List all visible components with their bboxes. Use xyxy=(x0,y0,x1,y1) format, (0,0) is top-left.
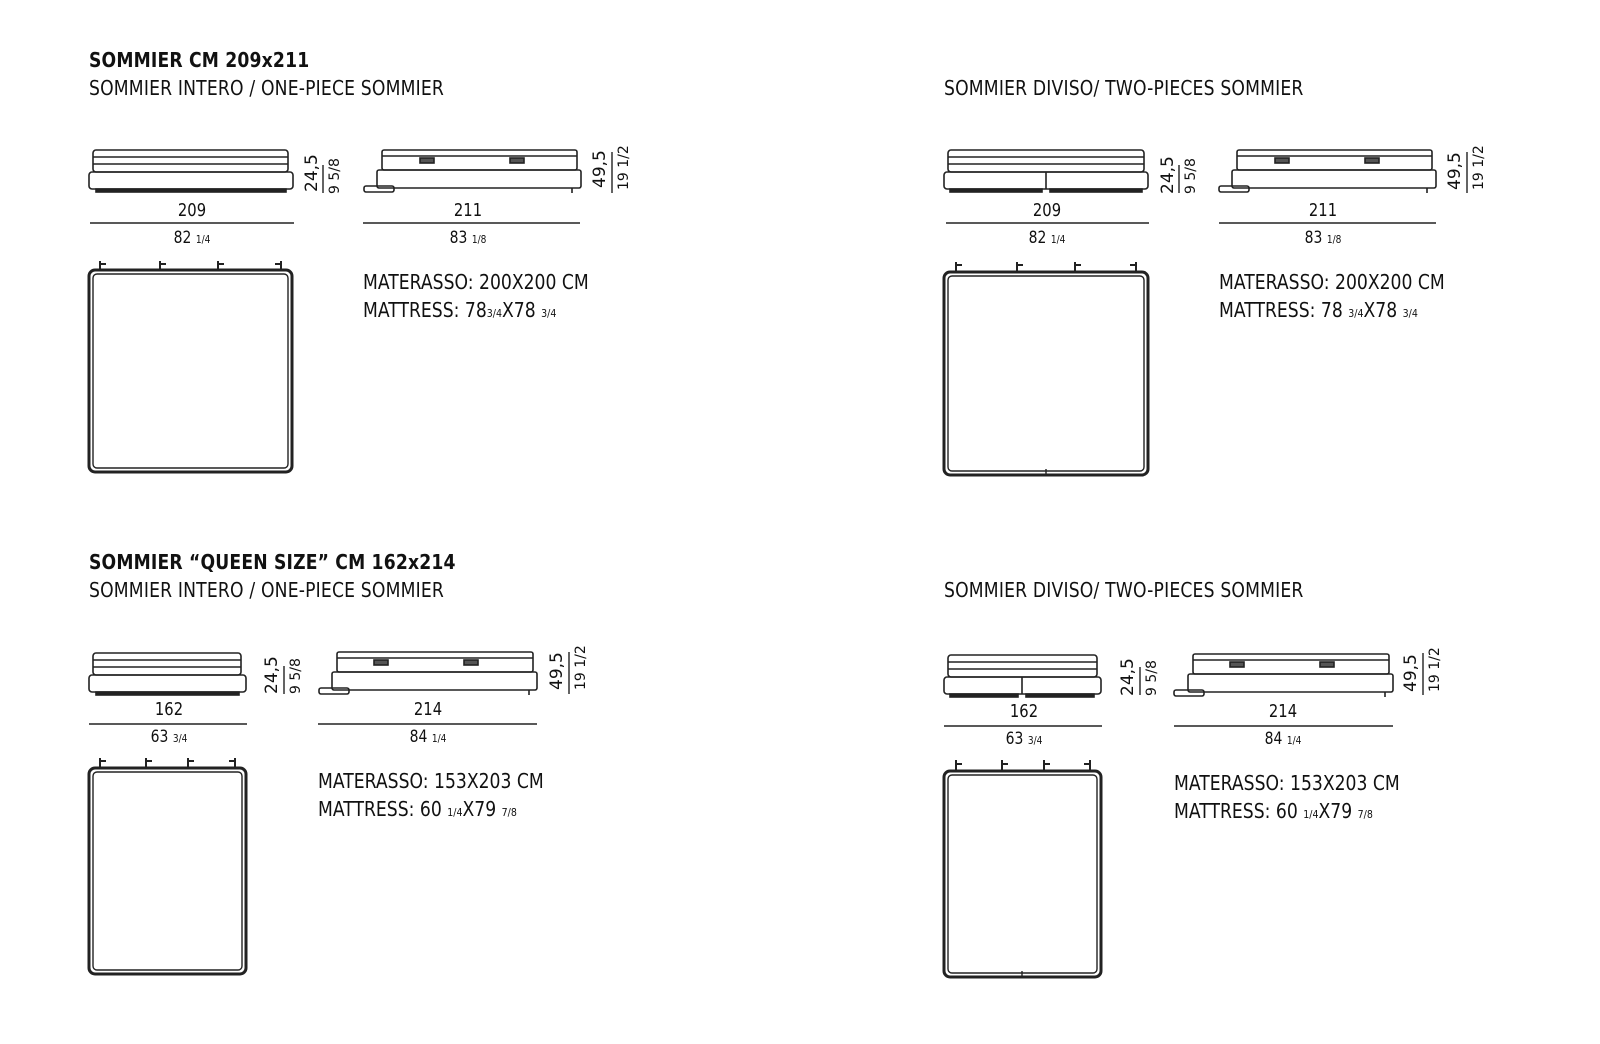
side-height-cm: 49,5 xyxy=(547,652,567,690)
mattress-size-it: MATERASSO: 200X200 CM xyxy=(363,270,589,294)
side-height-in: 19 1/2 xyxy=(1471,145,1487,190)
side-width-in: 83 1/8 xyxy=(1304,228,1342,248)
mattress-size-en: MATTRESS: 60 1/4X79 7/8 xyxy=(318,797,517,821)
side-height-in: 19 1/2 xyxy=(616,145,632,190)
front-height-cm: 24,5 xyxy=(1158,156,1178,194)
side-width-cm: 214 xyxy=(413,699,443,720)
front-width-cm: 209 xyxy=(177,200,207,221)
side-height-cm: 49,5 xyxy=(590,150,610,188)
mattress-size-en: MATTRESS: 60 1/4X79 7/8 xyxy=(1174,799,1373,823)
front-height-in: 9 5/8 xyxy=(1183,158,1199,194)
side-width-in: 84 1/4 xyxy=(1264,729,1302,749)
side-width-cm: 211 xyxy=(453,200,483,221)
front-height-in: 9 5/8 xyxy=(1144,660,1160,696)
section-title: SOMMIER “QUEEN SIZE” CM 162x214 xyxy=(89,550,456,574)
front-height-in: 9 5/8 xyxy=(327,158,343,194)
front-width-in: 63 3/4 xyxy=(150,727,188,747)
front-width-in: 82 1/4 xyxy=(173,228,211,248)
front-elevation-drawing xyxy=(944,655,1101,697)
plan-view-drawing xyxy=(944,760,1101,977)
side-width-cm: 211 xyxy=(1308,200,1338,221)
front-width-cm: 162 xyxy=(1009,701,1039,722)
front-height-cm: 24,5 xyxy=(302,154,322,192)
front-width-in: 63 3/4 xyxy=(1005,729,1043,749)
section-subtitle: SOMMIER INTERO / ONE-PIECE SOMMIER xyxy=(89,76,445,100)
mattress-size-it: MATERASSO: 153X203 CM xyxy=(318,769,544,793)
section-subtitle: SOMMIER DIVISO/ TWO-PIECES SOMMIER xyxy=(944,578,1304,602)
mattress-size-it: MATERASSO: 200X200 CM xyxy=(1219,270,1445,294)
front-width-cm: 162 xyxy=(154,699,184,720)
front-height-cm: 24,5 xyxy=(262,656,282,694)
section-title: SOMMIER CM 209x211 xyxy=(89,48,310,72)
mattress-size-it: MATERASSO: 153X203 CM xyxy=(1174,771,1400,795)
front-height-in: 9 5/8 xyxy=(288,658,304,694)
side-width-cm: 214 xyxy=(1268,701,1298,722)
section-subtitle: SOMMIER DIVISO/ TWO-PIECES SOMMIER xyxy=(944,76,1304,100)
side-width-in: 83 1/8 xyxy=(449,228,487,248)
side-elevation-drawing xyxy=(1174,654,1393,697)
side-width-in: 84 1/4 xyxy=(409,727,447,747)
mattress-size-en: MATTRESS: 783/4X78 3/4 xyxy=(363,298,557,322)
front-height-cm: 24,5 xyxy=(1118,658,1138,696)
front-width-in: 82 1/4 xyxy=(1028,228,1066,248)
side-height-cm: 49,5 xyxy=(1445,152,1465,190)
section-subtitle: SOMMIER INTERO / ONE-PIECE SOMMIER xyxy=(89,578,445,602)
side-height-in: 19 1/2 xyxy=(573,645,589,690)
mattress-size-en: MATTRESS: 78 3/4X78 3/4 xyxy=(1219,298,1418,322)
front-width-cm: 209 xyxy=(1032,200,1062,221)
side-height-in: 19 1/2 xyxy=(1427,647,1443,692)
side-height-cm: 49,5 xyxy=(1401,654,1421,692)
